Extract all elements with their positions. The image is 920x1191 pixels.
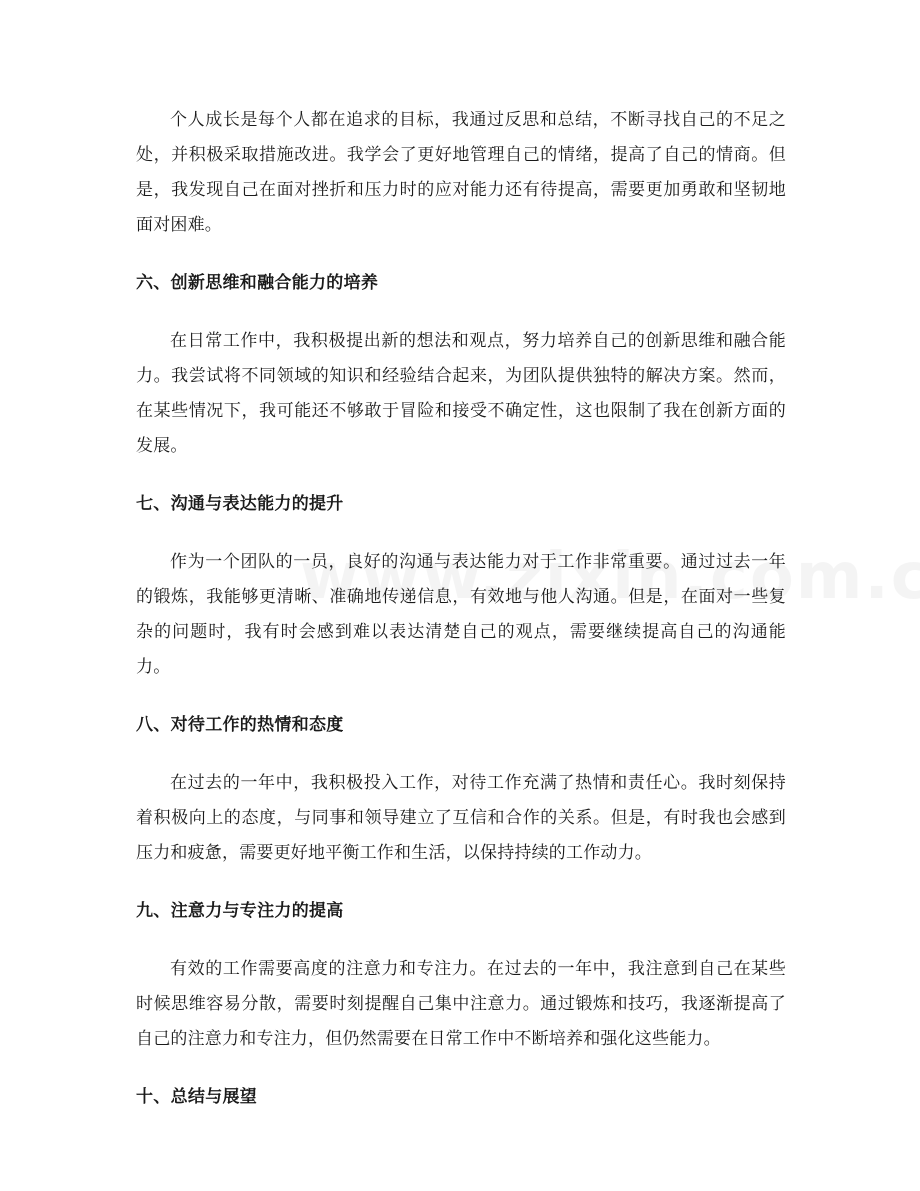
heading-section-9: 九、注意力与专注力的提高 bbox=[136, 901, 344, 921]
paragraph-personal-growth: 个人成长是每个人都在追求的目标，我通过反思和总结，不断寻找自己的不足之处，并积极采取措施改进。我学会了更好地管理自己的情绪，提高了自己的情商。但是，我发现自己在面对挫折和压力时的应对能力还有待提高，需要更加勇敢和坚韧地面对困难。 bbox=[136, 110, 786, 235]
paragraph-section-7: 作为一个团队的一员，良好的沟通与表达能力对于工作非常重要。通过过去一年的锻炼，我能够更清晰、准确地传递信息，有效地与他人沟通。但是，在面对一些复杂的问题时，我有时会感到难以表达清楚自己的观点，需要继续提高自己的沟通能力。 bbox=[136, 552, 786, 677]
heading-section-7: 七、沟通与表达能力的提升 bbox=[136, 494, 344, 514]
paragraph-section-6: 在日常工作中，我积极提出新的想法和观点，努力培养自己的创新思维和融合能力。我尝试将不同领域的知识和经验结合起来，为团队提供独特的解决方案。然而，在某些情况下，我可能还不够敢于冒险和接受不确定性，这也限制了我在创新方面的发展。 bbox=[136, 331, 786, 456]
heading-section-10: 十、总结与展望 bbox=[136, 1087, 258, 1107]
heading-section-8: 八、对待工作的热情和态度 bbox=[136, 715, 344, 735]
paragraph-section-8: 在过去的一年中，我积极投入工作，对待工作充满了热情和责任心。我时刻保持着积极向上的态度，与同事和领导建立了互信和合作的关系。但是，有时我也会感到压力和疲惫，需要更好地平衡工作和生活，以保持持续的工作动力。 bbox=[136, 773, 786, 863]
document-body bbox=[136, 103, 786, 1138]
paragraph-section-9: 有效的工作需要高度的注意力和专注力。在过去的一年中，我注意到自己在某些时候思维容易分散，需要时刻提醒自己集中注意力。通过锻炼和技巧，我逐渐提高了自己的注意力和专注力，但仍然需要在日常工作中不断培养和强化这些能力。 bbox=[136, 959, 786, 1049]
heading-section-6: 六、创新思维和融合能力的培养 bbox=[136, 273, 379, 293]
